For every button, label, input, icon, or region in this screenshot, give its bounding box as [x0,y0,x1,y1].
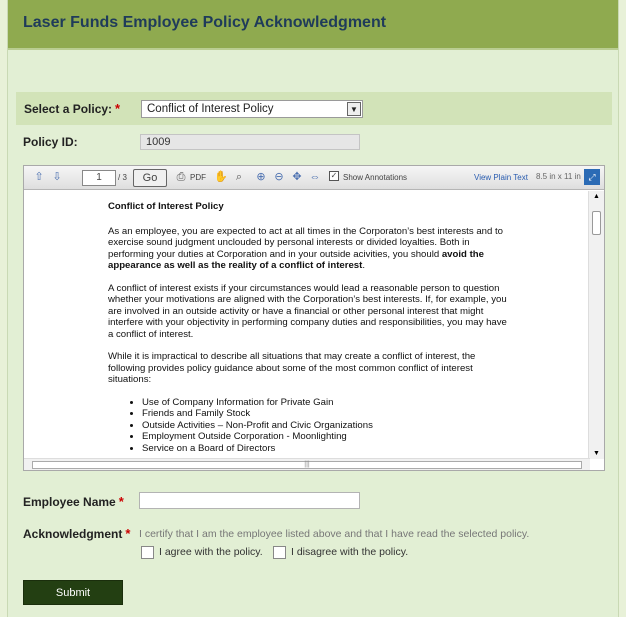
page-up-icon[interactable]: ⇧ [34,171,44,183]
acknowledgment-statement: I certify that I am the employee listed above and that I have read the selected policy. [139,528,530,540]
document-paragraph: A conflict of interest exists if your circumstances would lead a reasonable person to question whether your motivations are aligned with the Corporation’s best interests. If, for example, you are involved in an outside activity or have a financial or other personal interest that might interfere with your objectivity in performing company duties and responsibilities, you may have a conflict of interest. [108,282,507,340]
disagree-label[interactable]: I disagree with the policy. [291,546,409,558]
list-item: • Outside Activities – Non-Profit and Civic Organizations [142,420,508,432]
document-title: Conflict of Interest Policy [108,201,224,212]
employee-name-label: Employee Name * [23,494,124,509]
view-plain-text-link[interactable]: View Plain Text [474,173,528,182]
list-item: • Employment Outside Corporation - Moonlighting [142,431,508,443]
page-header [8,0,618,48]
page-title: Laser Funds Employee Policy Acknowledgment [23,14,387,31]
select-policy-label: Select a Policy: * [24,101,121,116]
expand-icon[interactable]: ⤢ [584,169,600,185]
required-marker: * [115,101,121,116]
policy-select-value: Conflict of Interest Policy [147,103,274,115]
list-item: • Friends and Family Stock [142,408,508,420]
show-annotations-label: Show Annotations [343,173,408,182]
horizontal-scrollbar[interactable] [24,458,590,470]
viewer-toolbar [24,166,604,190]
fit-page-icon[interactable]: ✥ [292,171,302,183]
form-frame [7,0,619,617]
page-number-input[interactable]: 1 [82,170,116,186]
pdf-button[interactable]: PDF [190,173,206,182]
document-bullet-list [108,397,508,455]
list-item: • Service on a Board of Directors [142,443,508,455]
required-marker: * [118,494,124,509]
header-divider [8,48,618,50]
list-item: • Use of Company Information for Private Gain [142,397,508,409]
document-paragraph: While it is impractical to describe all situations that may create a conflict of interest, the following provides policy guidance about some of the most common conflict of interest situations: [108,351,476,385]
chevron-down-icon[interactable]: ▼ [347,102,361,116]
required-marker: * [125,526,131,541]
page-size-label: 8.5 in x 11 in [536,172,581,181]
policy-id-label: Policy ID: [23,135,78,149]
annotations-checkbox[interactable]: ✓ [330,171,338,180]
zoom-in-icon[interactable]: ⊕ [256,171,266,183]
scroll-thumb[interactable]: ||| [32,461,582,469]
page-total: / 3 [118,173,127,182]
submit-button[interactable]: Submit [23,580,123,605]
scroll-up-icon[interactable]: ▲ [593,193,600,200]
policy-select-row [16,92,612,125]
fit-width-icon[interactable]: ⇔ [309,171,321,183]
agree-label[interactable]: I agree with the policy. [159,546,263,558]
search-icon[interactable]: ⌕ [235,171,243,183]
vertical-scrollbar[interactable] [588,191,604,459]
hand-tool-icon[interactable]: ✋ [214,171,228,183]
print-icon[interactable]: ⎙ [176,171,186,183]
policy-select[interactable] [141,100,363,118]
document-bold-text: avoid the appearance as well as the reality of a conflict of interest [108,248,484,271]
document-paragraph: As an employee, you are expected to act at all times in the Corporaton’s best interests and to exercise sound judgment unclouded by personal interests or divided loyalties. Both in performing your duties at Corporation and in your outside acivities, you should avoid the appearance as well as the reality of a conflict of interest. [108,225,503,271]
scroll-down-icon[interactable]: ▼ [593,450,600,457]
acknowledgment-label: Acknowledgment * [23,526,131,541]
zoom-out-icon[interactable]: ⊖ [274,171,284,183]
employee-name-input[interactable] [139,492,360,509]
document-viewer [23,165,605,471]
page-down-icon[interactable]: ⇩ [52,171,62,183]
policy-id-field: 1009 [140,134,360,150]
agree-checkbox[interactable] [141,546,154,559]
disagree-checkbox[interactable] [273,546,286,559]
go-button[interactable]: Go [133,169,167,187]
document-page [24,191,590,459]
scroll-thumb[interactable] [592,211,601,235]
